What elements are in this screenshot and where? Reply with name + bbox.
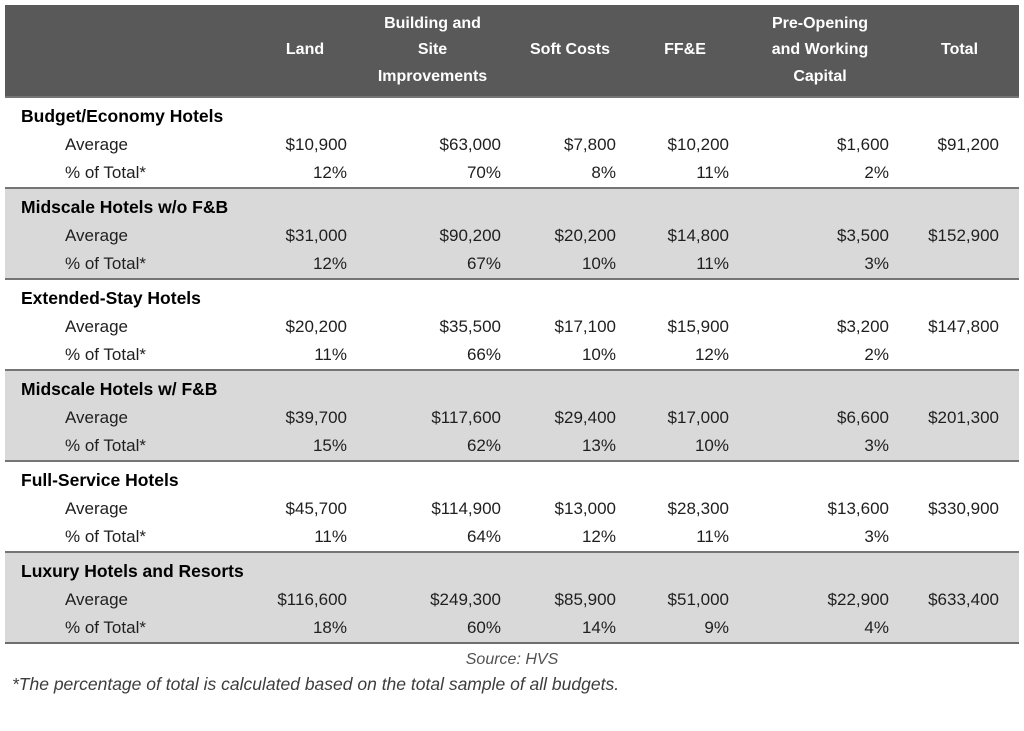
table-cell: 12% (312, 163, 347, 182)
table-cell: $22,900 (740, 585, 900, 614)
section-title-row (5, 552, 1019, 585)
section-title: Extended-Stay Hotels (21, 288, 201, 308)
table-cell: $3,200 (837, 316, 889, 336)
table-cell: 60% (355, 614, 510, 643)
section-title: Full-Service Hotels (21, 470, 179, 490)
corner-cell (5, 5, 255, 97)
row-label-pct-of-total: % of Total* (5, 250, 255, 279)
row-label-pct-of-total: % of Total* (5, 432, 255, 461)
table-cell: 4% (740, 614, 900, 643)
table-cell: 11% (696, 163, 729, 182)
average-row (5, 312, 1019, 341)
section-title: Luxury Hotels and Resorts (5, 552, 1019, 585)
table-cell: $330,900 (928, 498, 999, 518)
table-cell: $117,600 (355, 403, 510, 432)
table-cell: $90,200 (355, 221, 510, 250)
section-midscale-hotels-wo-fb (5, 188, 1019, 279)
pct-of-total-row (5, 432, 1019, 461)
table-cell: $63,000 (439, 134, 501, 154)
table-cell: $633,400 (900, 585, 1019, 614)
table-cell: $116,600 (255, 585, 355, 614)
table-cell: 62% (355, 432, 510, 461)
section-extended-stay-hotels (5, 279, 1019, 370)
table-cell-empty (900, 614, 1019, 643)
row-label-average: Average (5, 403, 255, 432)
table-cell: 10% (581, 345, 616, 364)
row-label-average: Average (65, 316, 129, 336)
section-title: Midscale Hotels w/o F&B (5, 188, 1019, 221)
column-header-building-site-improvements: Building and Site Improvements (355, 5, 510, 97)
table-cell: $114,900 (431, 498, 501, 518)
average-row (5, 585, 1019, 614)
pct-of-total-row (5, 523, 1019, 552)
table-cell: 64% (466, 527, 501, 546)
section-title-row (5, 461, 1019, 494)
table-cell: $10,200 (667, 134, 729, 154)
table-cell: $51,000 (630, 585, 740, 614)
table-cell: $249,300 (355, 585, 510, 614)
table-cell: $20,200 (285, 316, 347, 336)
section-title-row (5, 97, 1019, 130)
table-cell: $1,600 (837, 134, 889, 154)
row-label-pct-of-total: % of Total* (65, 527, 146, 546)
table-cell: 12% (255, 250, 355, 279)
table-cell: $201,300 (900, 403, 1019, 432)
table-cell-empty (900, 159, 1019, 188)
row-label-average: Average (65, 498, 129, 518)
table-cell: $7,800 (564, 134, 616, 154)
table-cell: 70% (466, 163, 501, 182)
table-cell: $91,200 (937, 134, 999, 154)
table-cell-empty (900, 341, 1019, 370)
table-cell: 13% (510, 432, 630, 461)
section-title: Budget/Economy Hotels (21, 106, 224, 126)
table-cell: 2% (864, 163, 889, 182)
footnote: *The percentage of total is calculated based on the total sample of all budgets. (12, 674, 620, 694)
column-header-land: Land (255, 5, 355, 97)
average-row (5, 221, 1019, 250)
row-label-average: Average (65, 134, 129, 154)
section-title-row (5, 370, 1019, 403)
table-cell: 9% (630, 614, 740, 643)
table-cell: $6,600 (740, 403, 900, 432)
hotel-development-cost-table (5, 5, 1019, 644)
table-cell: $14,800 (630, 221, 740, 250)
table-cell: $147,800 (928, 316, 999, 336)
average-row (5, 130, 1019, 159)
table-cell: $85,900 (510, 585, 630, 614)
table-cell: 11% (630, 250, 740, 279)
table-cell: $13,600 (827, 498, 889, 518)
section-midscale-hotels-w-fb (5, 370, 1019, 461)
row-label-average: Average (5, 221, 255, 250)
table-cell: $10,900 (285, 134, 347, 154)
section-title: Midscale Hotels w/ F&B (5, 370, 1019, 403)
section-full-service-hotels (5, 461, 1019, 552)
pct-of-total-row (5, 250, 1019, 279)
table-cell: 12% (581, 527, 616, 546)
header-row (5, 5, 1019, 97)
table-cell: 11% (696, 527, 729, 546)
section-luxury-hotels-and-resorts (5, 552, 1019, 643)
table-cell: 3% (864, 527, 889, 546)
row-label-pct-of-total: % of Total* (5, 614, 255, 643)
table-cell: 66% (466, 345, 501, 364)
source-note: Source: HVS (465, 651, 559, 668)
table-cell: $17,100 (554, 316, 616, 336)
section-budget-economy-hotels (5, 97, 1019, 188)
table-cell: 3% (740, 432, 900, 461)
column-header-preopening-working-capital: Pre-Opening and Working Capital (740, 5, 900, 97)
table-cell: $35,500 (439, 316, 501, 336)
table-cell: 10% (630, 432, 740, 461)
table-cell: $15,900 (667, 316, 729, 336)
row-label-pct-of-total: % of Total* (65, 345, 146, 364)
row-label-pct-of-total: % of Total* (65, 163, 146, 182)
table-cell: $17,000 (630, 403, 740, 432)
average-row (5, 403, 1019, 432)
table-cell-empty (900, 523, 1019, 552)
table-cell-empty (900, 432, 1019, 461)
average-row (5, 494, 1019, 523)
table-cell: 15% (255, 432, 355, 461)
table-cell: $152,900 (900, 221, 1019, 250)
table-header (5, 5, 1019, 97)
table-cell: 3% (740, 250, 900, 279)
table-cell: $13,000 (554, 498, 616, 518)
table-cell: 14% (510, 614, 630, 643)
table-cell: $45,700 (285, 498, 347, 518)
section-title-row (5, 188, 1019, 221)
pct-of-total-row (5, 341, 1019, 370)
section-title-row (5, 279, 1019, 312)
table-cell: 18% (255, 614, 355, 643)
pct-of-total-row (5, 159, 1019, 188)
pct-of-total-row (5, 614, 1019, 643)
table-cell: $39,700 (255, 403, 355, 432)
table-cell: $20,200 (510, 221, 630, 250)
table-cell-empty (900, 250, 1019, 279)
column-header-soft-costs: Soft Costs (510, 5, 630, 97)
table-cell: 11% (314, 527, 347, 546)
column-header-ffe: FF&E (630, 5, 740, 97)
table-cell: $3,500 (740, 221, 900, 250)
table-cell: 10% (510, 250, 630, 279)
row-label-average: Average (5, 585, 255, 614)
table-cell: 8% (591, 163, 616, 182)
table-cell: $28,300 (667, 498, 729, 518)
table-cell: 67% (355, 250, 510, 279)
table-cell: 2% (864, 345, 889, 364)
table-cell: $31,000 (255, 221, 355, 250)
column-header-total: Total (900, 5, 1019, 97)
table-cell: 12% (694, 345, 729, 364)
table-cell: 11% (314, 345, 347, 364)
table-cell: $29,400 (510, 403, 630, 432)
